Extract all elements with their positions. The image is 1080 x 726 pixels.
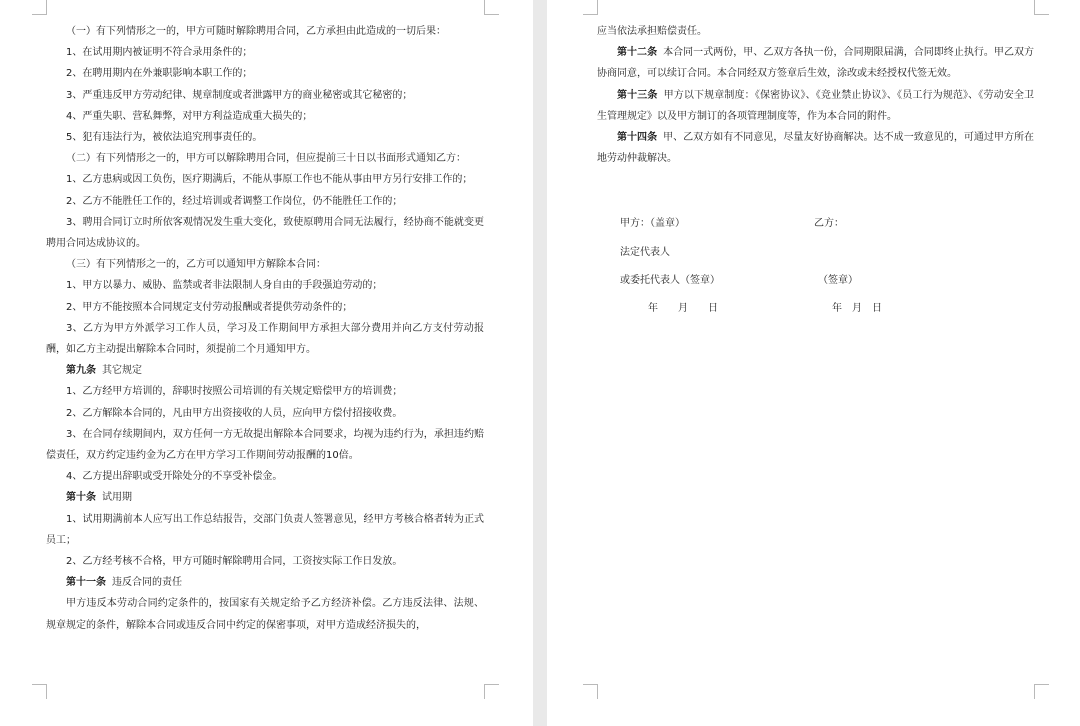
paragraph-text: 甲、乙双方如有不同意见，尽量友好协商解决。达不成一致意见的，可通过甲方所在地劳动仲裁解决。 [597,132,1035,165]
paragraph [46,593,484,635]
paragraph [46,360,484,381]
article-number: 第十条 [66,492,96,504]
paragraph [46,424,484,466]
paragraph-text: 1、甲方以暴力、威胁、监禁或者非法限制人身自由的手段强迫劳动的； [66,280,383,292]
paragraph [46,42,484,63]
document-page-left [0,0,533,726]
paragraph-text: 2、乙方不能胜任工作的，经过培训或者调整工作岗位，仍不能胜任工作的； [66,195,403,207]
paragraph-text: （一）有下列情形之一的，甲方可随时解除聘用合同，乙方承担由此造成的一切后果： [66,26,446,37]
paragraph-text: 3、在合同存续期间内，双方任何一方无故提出解除本合同要求，均视为违约行为，承担违约赔偿责任，双方约定违约金为乙方在甲方学习工作期间劳动报酬的10倍。 [46,428,484,462]
paragraph [46,191,484,212]
paragraph-text: 2、在聘用期内在外兼职影响本职工作的； [66,68,253,80]
paragraph [46,212,484,254]
article-number: 第十一条 [66,577,106,589]
paragraph-text: 3、乙方为甲方外派学习工作人员，学习及工作期间甲方承担大部分费用并向乙方支付劳动报酬，如乙方主动提出解除本合同时，须提前二个月通知甲方。 [46,322,484,356]
corner-mark-top-right [484,0,499,15]
signature-party-b: 乙方： [814,218,844,229]
signature-authorized-rep: 或委托代表人（签章） [620,275,720,286]
paragraph [46,572,484,593]
signature-party-a: 甲方：（盖章） [620,218,685,229]
paragraph-text: 本合同一式两份，甲、乙双方各执一份，合同期限届满，合同即终止执行。甲乙双方协商同意，可以续订合同。本合同经双方签章后生效，涂改或未经授权代签无效。 [597,47,1035,80]
article-number: 第十四条 [617,132,658,144]
paragraph [46,275,484,296]
paragraph [46,63,484,84]
article-number: 第十二条 [617,47,658,59]
paragraph-text: 1、乙方患病或因工负伤，医疗期满后，不能从事原工作也不能从事由甲方另行安排工作的； [66,174,473,186]
paragraph-text: 1、试用期满前本人应写出工作总结报告，交部门负责人签署意见，经甲方考核合格者转为正式员工； [46,513,484,546]
paragraph-text: （二）有下列情形之一的，甲方可以解除聘用合同，但应提前三十日以书面形式通知乙方： [66,153,466,165]
paragraph [46,169,484,190]
corner-mark-top-left [583,0,598,15]
right-page-body [597,21,1034,169]
corner-mark-bottom-left [32,684,47,699]
paragraph [46,381,484,402]
left-page-body [46,21,484,636]
paragraph-text: 1、乙方经甲方培训的，辞职时按照公司培训的有关规定赔偿甲方的培训费； [66,386,403,398]
paragraph-text: 试用期 [102,492,132,504]
paragraph-text: 其它规定 [102,365,142,377]
signature-legal-rep: 法定代表人 [620,247,670,258]
paragraph [597,127,1034,169]
corner-mark-top-left [32,0,47,15]
paragraph [46,403,484,424]
paragraph [46,254,484,275]
paragraph [46,487,484,508]
article-number: 第十三条 [617,89,658,101]
paragraph-text: 2、乙方解除本合同的，凡由甲方出资接收的人员，应向甲方偿付招接收费。 [66,407,403,419]
paragraph [46,127,484,148]
paragraph [46,466,484,487]
paragraph-text: 3、聘用合同订立时所依客观情况发生重大变化，致使原聘用合同无法履行，经协商不能就变更聘用合同达成协议的。 [46,216,484,250]
paragraph-text: 1、在试用期内被证明不符合录用条件的； [66,47,253,59]
paragraph-text: （三）有下列情形之一的，乙方可以通知甲方解除本合同： [66,259,326,271]
corner-mark-top-right [1034,0,1049,15]
paragraph [46,148,484,169]
paragraph [46,509,484,551]
paragraph-text: 2、甲方不能按照本合同规定支付劳动报酬或者提供劳动条件的； [66,301,353,313]
signature-party-b-sign: （签章） [818,275,858,286]
document-page-right [547,0,1080,726]
paragraph [46,21,484,42]
paragraph [46,106,484,127]
paragraph [597,85,1034,127]
paragraph-text: 4、严重失职、营私舞弊，对甲方利益造成重大损失的； [66,110,313,122]
paragraph-text: 2、乙方经考核不合格，甲方可随时解除聘用合同，工资按实际工作日发放。 [66,556,403,568]
paragraph-text: 甲方违反本劳动合同约定条件的，按国家有关规定给予乙方经济补偿。乙方违反法律、法规、规章规定的条件，解除本合同或违反合同中约定的保密事项，对甲方造成经济损失的， [46,598,484,631]
paragraph-text: 4、乙方提出辞职或受开除处分的不享受补偿金。 [66,471,283,483]
paragraph-text: 5、犯有违法行为，被依法追究刑事责任的。 [66,132,263,144]
paragraph [46,85,484,106]
paragraph [46,551,484,572]
article-number: 第九条 [66,365,96,377]
paragraph-text: 违反合同的责任 [112,577,182,589]
paragraph [46,297,484,318]
paragraph [597,21,1034,42]
corner-mark-bottom-right [484,684,499,699]
paragraph-text: 甲方以下规章制度：《保密协议》、《竞业禁止协议》、《员工行为规范》、《劳动安全卫生管理规定》以及甲方制订的各项管理制度等，作为本合同的附件。 [597,89,1035,122]
paragraph [597,42,1034,84]
signature-date-b: 年 月 日 [832,303,882,314]
paragraph [46,318,484,360]
paragraph-text: 3、严重违反甲方劳动纪律、规章制度或者泄露甲方的商业秘密或其它秘密的； [66,89,413,101]
paragraph-text: 应当依法承担赔偿责任。 [597,26,707,37]
signature-date-a: 年 月 日 [648,303,718,314]
corner-mark-bottom-right [1034,684,1049,699]
corner-mark-bottom-left [583,684,598,699]
